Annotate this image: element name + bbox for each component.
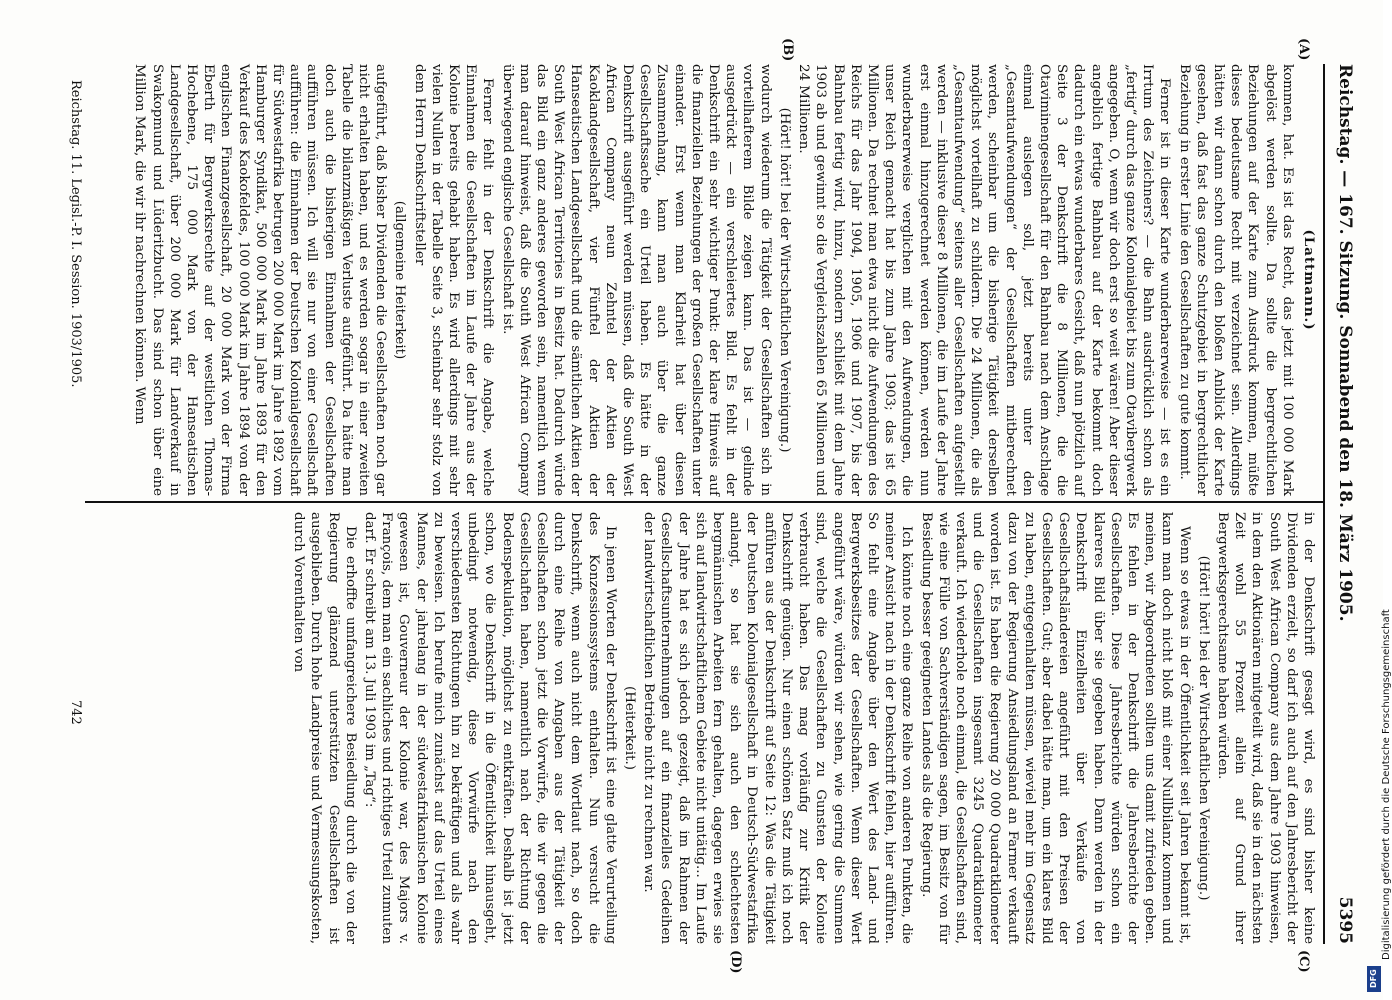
speaker-name: (Lattmann.) <box>1301 229 1317 331</box>
right-column <box>288 512 1317 944</box>
left-column <box>129 64 1317 496</box>
interjection: (Heiterkeit.) <box>622 686 638 770</box>
interjection: (Hört! hört! bei der Wirtschaftlichen Vereinigung.) <box>1195 555 1211 901</box>
footer-session: Reichstag. 11. Legisl.-P. I. Session. 1903/1905. <box>68 80 83 388</box>
paragraph: in der Denkschrift gesagt wird, es sind bisher keine Dividenden erzielt, so darf ich auch auf den Jahresbericht der South West African Company aus dem Jahre 1903 hinweisen, in dem den Aktionären mitgeteilt wird, daß sie in den nächsten Zeit wohl 55 Prozent allein auf Grund ihrer Bergwerksgerechtsame haben würden. <box>1214 512 1316 944</box>
paragraph: kommen, hat. Es ist das Recht, das jetzt mit 100 000 Mark abgelöst werden sollte. Da sollte die bergrechtlichen Beziehungen auf der Karte zum Ausdruck kommen, müßte dieses bedeutsame Recht mit verzeichnet sein. Allerdings hätten wir dann schon durch den bloßen Anblick der Karte gesehen, daß fast das ganze Schutzgebiet in bergrechtlicher Beziehung in erster Linie den Gesellschaften zu gute kommt. <box>1176 64 1295 496</box>
paragraph: aufgeführt, daß bisher Dividenden die Gesellschaften noch gar nicht erhalten haben, und es werden sogar in einer zweiten Tabelle die bilanzmäßigen Verluste aufgeführt. Da hätte man doch auch die bisherigen Einnahmen der Gesellschaften aufführen müssen. Ich will sie nur von einer Gesellschaft aufführen: die Einnahmen der Deutschen Kolonialgesellschaft für Südwestafrika betrugen 200 000 Mark im Jahre 1892 vom Hamburger Syndikat, 500 000 Mark im Jahre 1893 für den Verkauf des Kaokofeldes, 100 000 Mark im Jahre 1894 von der englischen Finanzgesellschaft, 20 000 Mark von der Firma Eberth für Bergwerksrechte auf der westlichen Thomas-Hochebene, 175 000 Mark von der Hanseatischen Landgesellschaft, über 200 000 Mark für Landverkauf in Swakopmund und Lüderitzbucht. Das sind schon über eine Million Mark, die wir ihr nachrechnen können. Wenn <box>132 64 389 496</box>
paragraph: wodurch wiederum die Tätigkeit der Gesellschaften sich in vorteilhafterem Bilde zeigen kann. Das ist — gelinde ausgedrückt — ein verschleiertes Bild. Es fehlt in der Denkschrift ein sehr wichtiger Punkt: der klare Hinweis auf die finanziellen Beziehungen der großen Gesellschaften unter einander. Erst wenn man Klarheit hat über diesen Zusammenhang, kann man auch über die ganze Gesellschaftssache ein Urteil haben. Es hätte in der Denkschrift ausgeführt werden müssen, daß die South West African Company neun Zehntel der Aktien der Kaoklandgesellschaft, vier Fünftel der Aktien der Hanseatischen Landgesellschaft und die sämtlichen Aktien der South West African Territories in Besitz hat. Dadurch würde das Bild ein ganz anderes geworden sein, namentlich wenn man darauf hinweist, daß die South West African Company überwiegend englische Gesellschaft ist. <box>499 64 773 496</box>
paragraph: Ferner fehlt in der Denkschrift die Angabe, welche Einnahmen die Gesellschaften im Laufe der Jahre aus der Kolonie bereits gehabt haben. Es wird allerdings mit sehr vielen Nullen in der Tabelle Seite 3, scheinbar sehr stolz von dem Herrn Denkschriftsteller <box>411 64 496 496</box>
header-title: Reichstag. — 167. Sitzung. Sonnabend den 18. März 1905. <box>1335 64 1355 622</box>
footer-sheet-number: 742 <box>68 700 83 725</box>
paragraph: Ferner ist in dieser Karte wunderbarerweise — ist es ein Irrtum des Zeichners? — die Bahn ausdrücklich schon als „fertig“ durch das ganze Kolonialgebiet bis zum Otavibergwerk angegeben. O, wenn wir doch erst so weit wären! Aber dieser angeblich fertige Bahnbau auf der Karte bekommt doch dadurch ein etwas wunderbares Gesicht, daß nun plötzlich auf Seite 3 der Denkschrift die 8 Millionen, die die Otaviminengesellschaft für den Bahnbau nach dem Anschlage einmal auslegen soll, jetzt bereits unter den „Gesamtaufwendungen“ der Gesellschaften mitberechnet werden, scheinbar um die bisherige Tätigkeit derselben möglichst vorteilhaft zu schildern. Die 24 Millionen, die als „Gesamtaufwendung“ seitens aller Gesellschaften aufgestellt werden — inklusive dieser 8 Millionen, die im Laufe der Jahre erst einmal hinzugerechnet werden können, werden nun wunderbarerweise verglichen mit den Aufwendungen, die unser Reich gemacht hat bis zum Jahre 1903; das ist 65 Millionen. Da rechnet man etwa nicht die Aufwendungen des Reichs für das Jahr 1904, 1905, 1906 und 1907, bis der Bahnbau fertig wird, hinzu, sondern schließt mit dem Jahre 1903 ab und gewinnt so die Vergleichszahlen 65 Millionen und 24 Millionen. <box>796 64 1173 496</box>
funding-note <box>1369 40 1392 960</box>
dfg-logo: DFG <box>1367 966 1381 992</box>
paragraph: Ich könnte noch eine ganze Reihe von anderen Punkten, die meiner Ansicht nach in der Denkschrift fehlen, hier aufführen. So fehlt eine Angabe über den Wert des Land- und Bergwerksbesitzes der Gesellschaften. Wenn dieser Wert angeführt wäre, würden wir sehen, wie gering die Summen sind, welche die Gesellschaften zu Gunsten der Kolonie verbraucht haben. Das mag vorläufig zur Kritik der Denkschrift genügen. Nur einen schönen Satz muß ich noch anführen aus der Denkschrift auf Seite 12: Was die Tätigkeit der Deutschen Kolonialgesellschaft in Deutsch-Südwestafrika anlangt, so hat sie sich auch den schlechtesten bergmännischen Arbeiten fern gehalten, dagegen erwies sie sich auf landwirtschaftlichem Gebiete nicht untätig... Im Laufe der Jahre hat es sich jedoch gezeigt, daß im Rahmen der Gesellschaftsunternehmungen auf ein finanzielles Gedeihen der landwirtschaftlichen Betriebe nicht zu rechnen war. <box>641 512 915 944</box>
margin-marker-d: (D) <box>728 950 743 974</box>
margin-marker-c: (C) <box>1296 950 1311 973</box>
header-rule <box>1323 64 1325 944</box>
running-header <box>1325 64 1355 944</box>
quotation: Die erhoffte umfangreichere Besiedlung durch die von der Regierung glänzend unterstützten Gesellschaften ist ausgeblieben. Durch hohe Landpreise und Vermessungskosten, durch Vorenthalten von <box>291 512 358 944</box>
margin-marker-b: (B) <box>780 38 795 62</box>
paragraph: Wenn so etwas in der Öffentlichkeit seit Jahren bekannt ist, kann man doch nicht bloß mit einer Nullbilanz kommen und meinen, wir Abgeordneten sollten uns damit zufrieden geben. Es fehlen in der Denkschrift die Jahresberichte der Gesellschaften. Diese Jahresberichte würden schon ein klareres Bild über sie gegeben haben. Dann werden in der Denkschrift Einzelheiten über Verkäufe von Gesellschaftsländereien angeführt mit den Preisen der Gesellschaften. Gut; aber dabei hätte man, um ein klares Bild zu haben, entgegenhalten müssen, wieviel mehr im Gegensatz dazu von der Regierung Ansiedlungsland an Farmer verkauft worden ist. Es haben die Regierung 20 000 Quadratkilometer und die Gesellschaften insgesamt 3245 Quadratkilometer verkauft. Ich wiederhole noch einmal, die Gesellschaften sind, wie eine Fülle von Sachverständigen sagen, im Besitz von für Besiedlung besser geeigneten Landes als die Regierung. <box>918 512 1192 944</box>
interjection: (allgemeine Heiterkeit) <box>392 200 408 360</box>
paragraph: In jenen Worten der Denkschrift ist eine glatte Verurteilung des Konzessionssystems enthalten. Nun versucht die Denkschrift, wenn auch nicht dem Wortlaut nach, so doch durch eine Reihe von Angaben aus der Tätigkeit der Gesellschaften schon jetzt die Vorwürfe, die wir gegen die Gesellschaften haben, namentlich nach der Richtung der Bodenspekulation, möglichst zu entkräften. Deshalb ist jetzt schon, wo die Denkschrift in die Öffentlichkeit hinausgeht, unbedingt notwendig, diese Vorwürfe nach den verschiedensten Richtungen hin zu bekräftigen und als wahr zu beweisen. Ich berufe mich zunächst auf das Urteil eines Mannes, der jahrelang in der südwestafrikanischen Kolonie gewesen ist, Gouverneur der Kolonie war, des Majors v. François, dem man ein sachliches und richtiges Urteil zumuten darf. Er schreibt am 13. Juli 1903 im „Tag“: <box>362 512 618 944</box>
margin-marker-a: (A) <box>1296 38 1311 61</box>
funding-note-text: Digitalisierung gefördert durch die Deutsche Forschungsgemeinschaft <box>1381 609 1392 960</box>
interjection: (Hört! hört! bei der Wirtschaftlichen Vereinigung.) <box>776 107 792 453</box>
header-page-number: 5395 <box>1335 896 1355 944</box>
column-divider <box>85 501 1325 503</box>
